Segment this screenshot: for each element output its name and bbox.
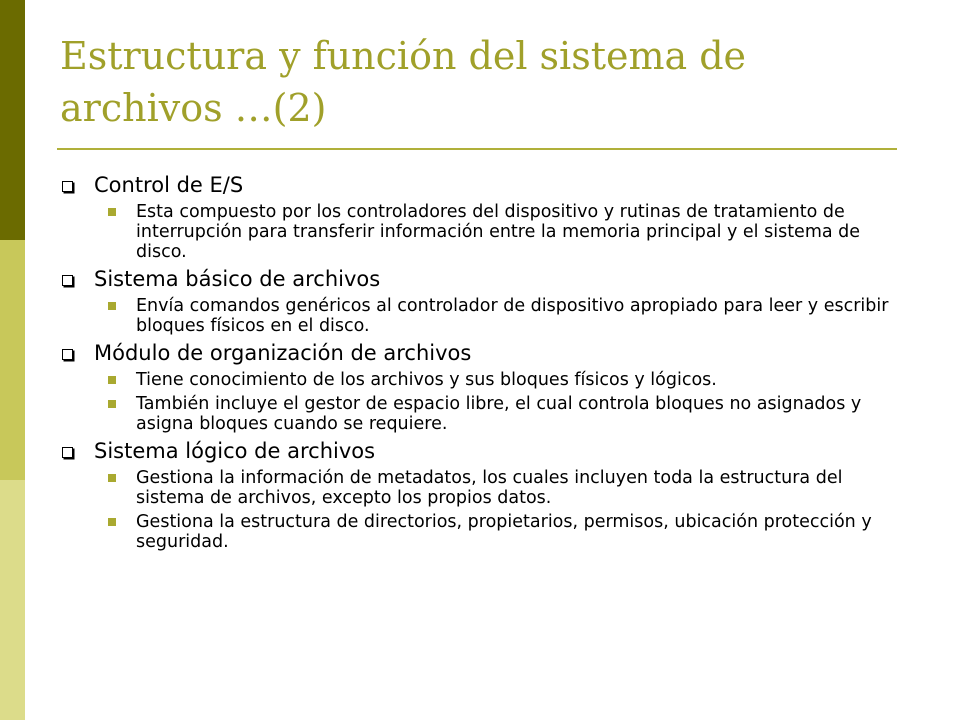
section-control-es — [60, 172, 910, 199]
square-bullet-icon — [62, 447, 73, 458]
slide-content — [60, 168, 910, 556]
section-item-text: También incluye el gestor de espacio libre, el cual controla bloques no asignados y asigna bloques cuando se requiere. — [136, 394, 862, 434]
square-bullet-icon — [62, 181, 73, 192]
section-item — [60, 468, 910, 508]
side-bar-light-segment — [0, 480, 25, 720]
title-underline — [57, 148, 897, 150]
section-item — [60, 394, 910, 434]
section-modulo-organizacion — [60, 340, 910, 367]
filled-square-bullet-icon — [108, 518, 116, 526]
section-heading: Sistema básico de archivos — [94, 267, 381, 291]
section-item — [60, 512, 910, 552]
side-decoration-bar — [0, 0, 25, 720]
filled-square-bullet-icon — [108, 302, 116, 310]
square-bullet-icon — [62, 349, 73, 360]
section-heading: Sistema lógico de archivos — [94, 439, 376, 463]
filled-square-bullet-icon — [108, 400, 116, 408]
section-item — [60, 370, 910, 390]
square-bullet-icon — [62, 275, 73, 286]
section-item-text: Gestiona la estructura de directorios, propietarios, permisos, ubicación protección y seguridad. — [136, 512, 872, 552]
side-bar-mid-segment — [0, 240, 25, 480]
section-sistema-logico — [60, 438, 910, 465]
section-heading: Módulo de organización de archivos — [94, 341, 472, 365]
filled-square-bullet-icon — [108, 474, 116, 482]
section-sistema-basico — [60, 266, 910, 293]
filled-square-bullet-icon — [108, 376, 116, 384]
section-item-text: Gestiona la información de metadatos, los cuales incluyen toda la estructura del sistema de archivos, excepto los propios datos. — [136, 468, 843, 508]
slide-title: Estructura y función del sistema de archivos …(2) — [60, 34, 747, 130]
section-item-text: Envía comandos genéricos al controlador de dispositivo apropiado para leer y escribir bloques físicos en el disco. — [136, 296, 889, 336]
section-item-text: Tiene conocimiento de los archivos y sus bloques físicos y lógicos. — [136, 370, 717, 390]
side-bar-dark-segment — [0, 0, 25, 240]
section-heading: Control de E/S — [94, 173, 244, 197]
section-item — [60, 202, 910, 262]
filled-square-bullet-icon — [108, 208, 116, 216]
section-item-text: Esta compuesto por los controladores del dispositivo y rutinas de tratamiento de interrupción para transferir información entre la memoria principal y el sistema de disco. — [136, 202, 861, 262]
section-item — [60, 296, 910, 336]
